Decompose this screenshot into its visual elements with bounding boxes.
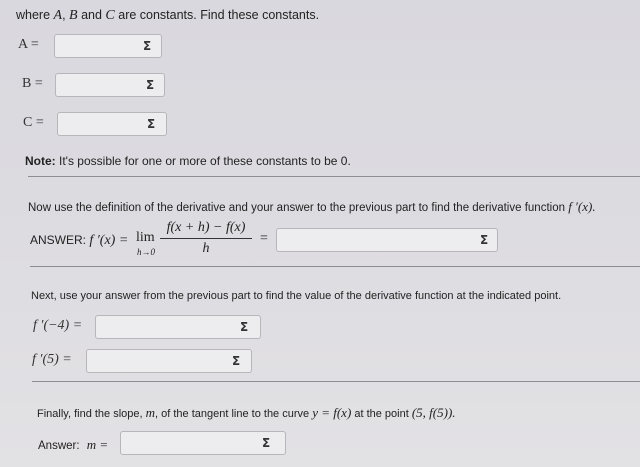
intro-text: where A, B and C are constants. Find these constants.	[16, 8, 320, 23]
label-B: B =	[22, 76, 43, 91]
sigma-icon[interactable]: Σ	[232, 354, 241, 368]
sigma-icon[interactable]: Σ	[147, 117, 156, 131]
sigma-icon[interactable]: Σ	[143, 39, 152, 53]
divider	[30, 266, 640, 267]
f-prime-5-input[interactable]	[86, 349, 252, 373]
label-f-prime-neg4: f ′(−4) =	[33, 318, 83, 333]
sigma-icon[interactable]: Σ	[240, 320, 249, 334]
tangent-answer-label: Answer: m =	[38, 437, 109, 452]
divider	[32, 381, 640, 382]
derivative-answer-label: ANSWER: f ′(x) =	[30, 233, 129, 248]
equals-sign: =	[260, 231, 268, 246]
lim-operator: lim	[136, 230, 155, 245]
sigma-icon[interactable]: Σ	[262, 436, 271, 450]
sigma-icon[interactable]: Σ	[146, 78, 155, 92]
var-A: A	[53, 8, 63, 23]
note-text: Note: It's possible for one or more of these constants to be 0.	[25, 154, 351, 168]
var-B: B	[69, 8, 78, 23]
sigma-icon[interactable]: Σ	[480, 233, 489, 247]
label-C: C =	[23, 115, 44, 130]
f-prime-neg4-input[interactable]	[95, 315, 261, 339]
label-f-prime-5: f ′(5) =	[32, 352, 72, 367]
label-A: A =	[18, 37, 39, 52]
evaluate-instruction: Next, use your answer from the previous part to find the value of the derivative function at the indicated point.	[31, 290, 562, 302]
divider	[28, 176, 640, 177]
lim-subscript: h→0	[137, 247, 155, 257]
derivative-instruction: Now use the definition of the derivative and your answer to the previous part to find the derivative function f ′(x).	[28, 199, 596, 214]
var-C: C	[105, 8, 115, 23]
fraction-bar	[160, 238, 252, 239]
fraction-denominator: h	[202, 241, 210, 256]
tangent-instruction: Finally, find the slope, m, of the tangent line to the curve y = f(x) at the point (5, f(5)).	[37, 405, 456, 420]
derivative-answer-input[interactable]	[276, 228, 498, 252]
fraction-numerator: f(x + h) − f(x)	[166, 220, 246, 235]
